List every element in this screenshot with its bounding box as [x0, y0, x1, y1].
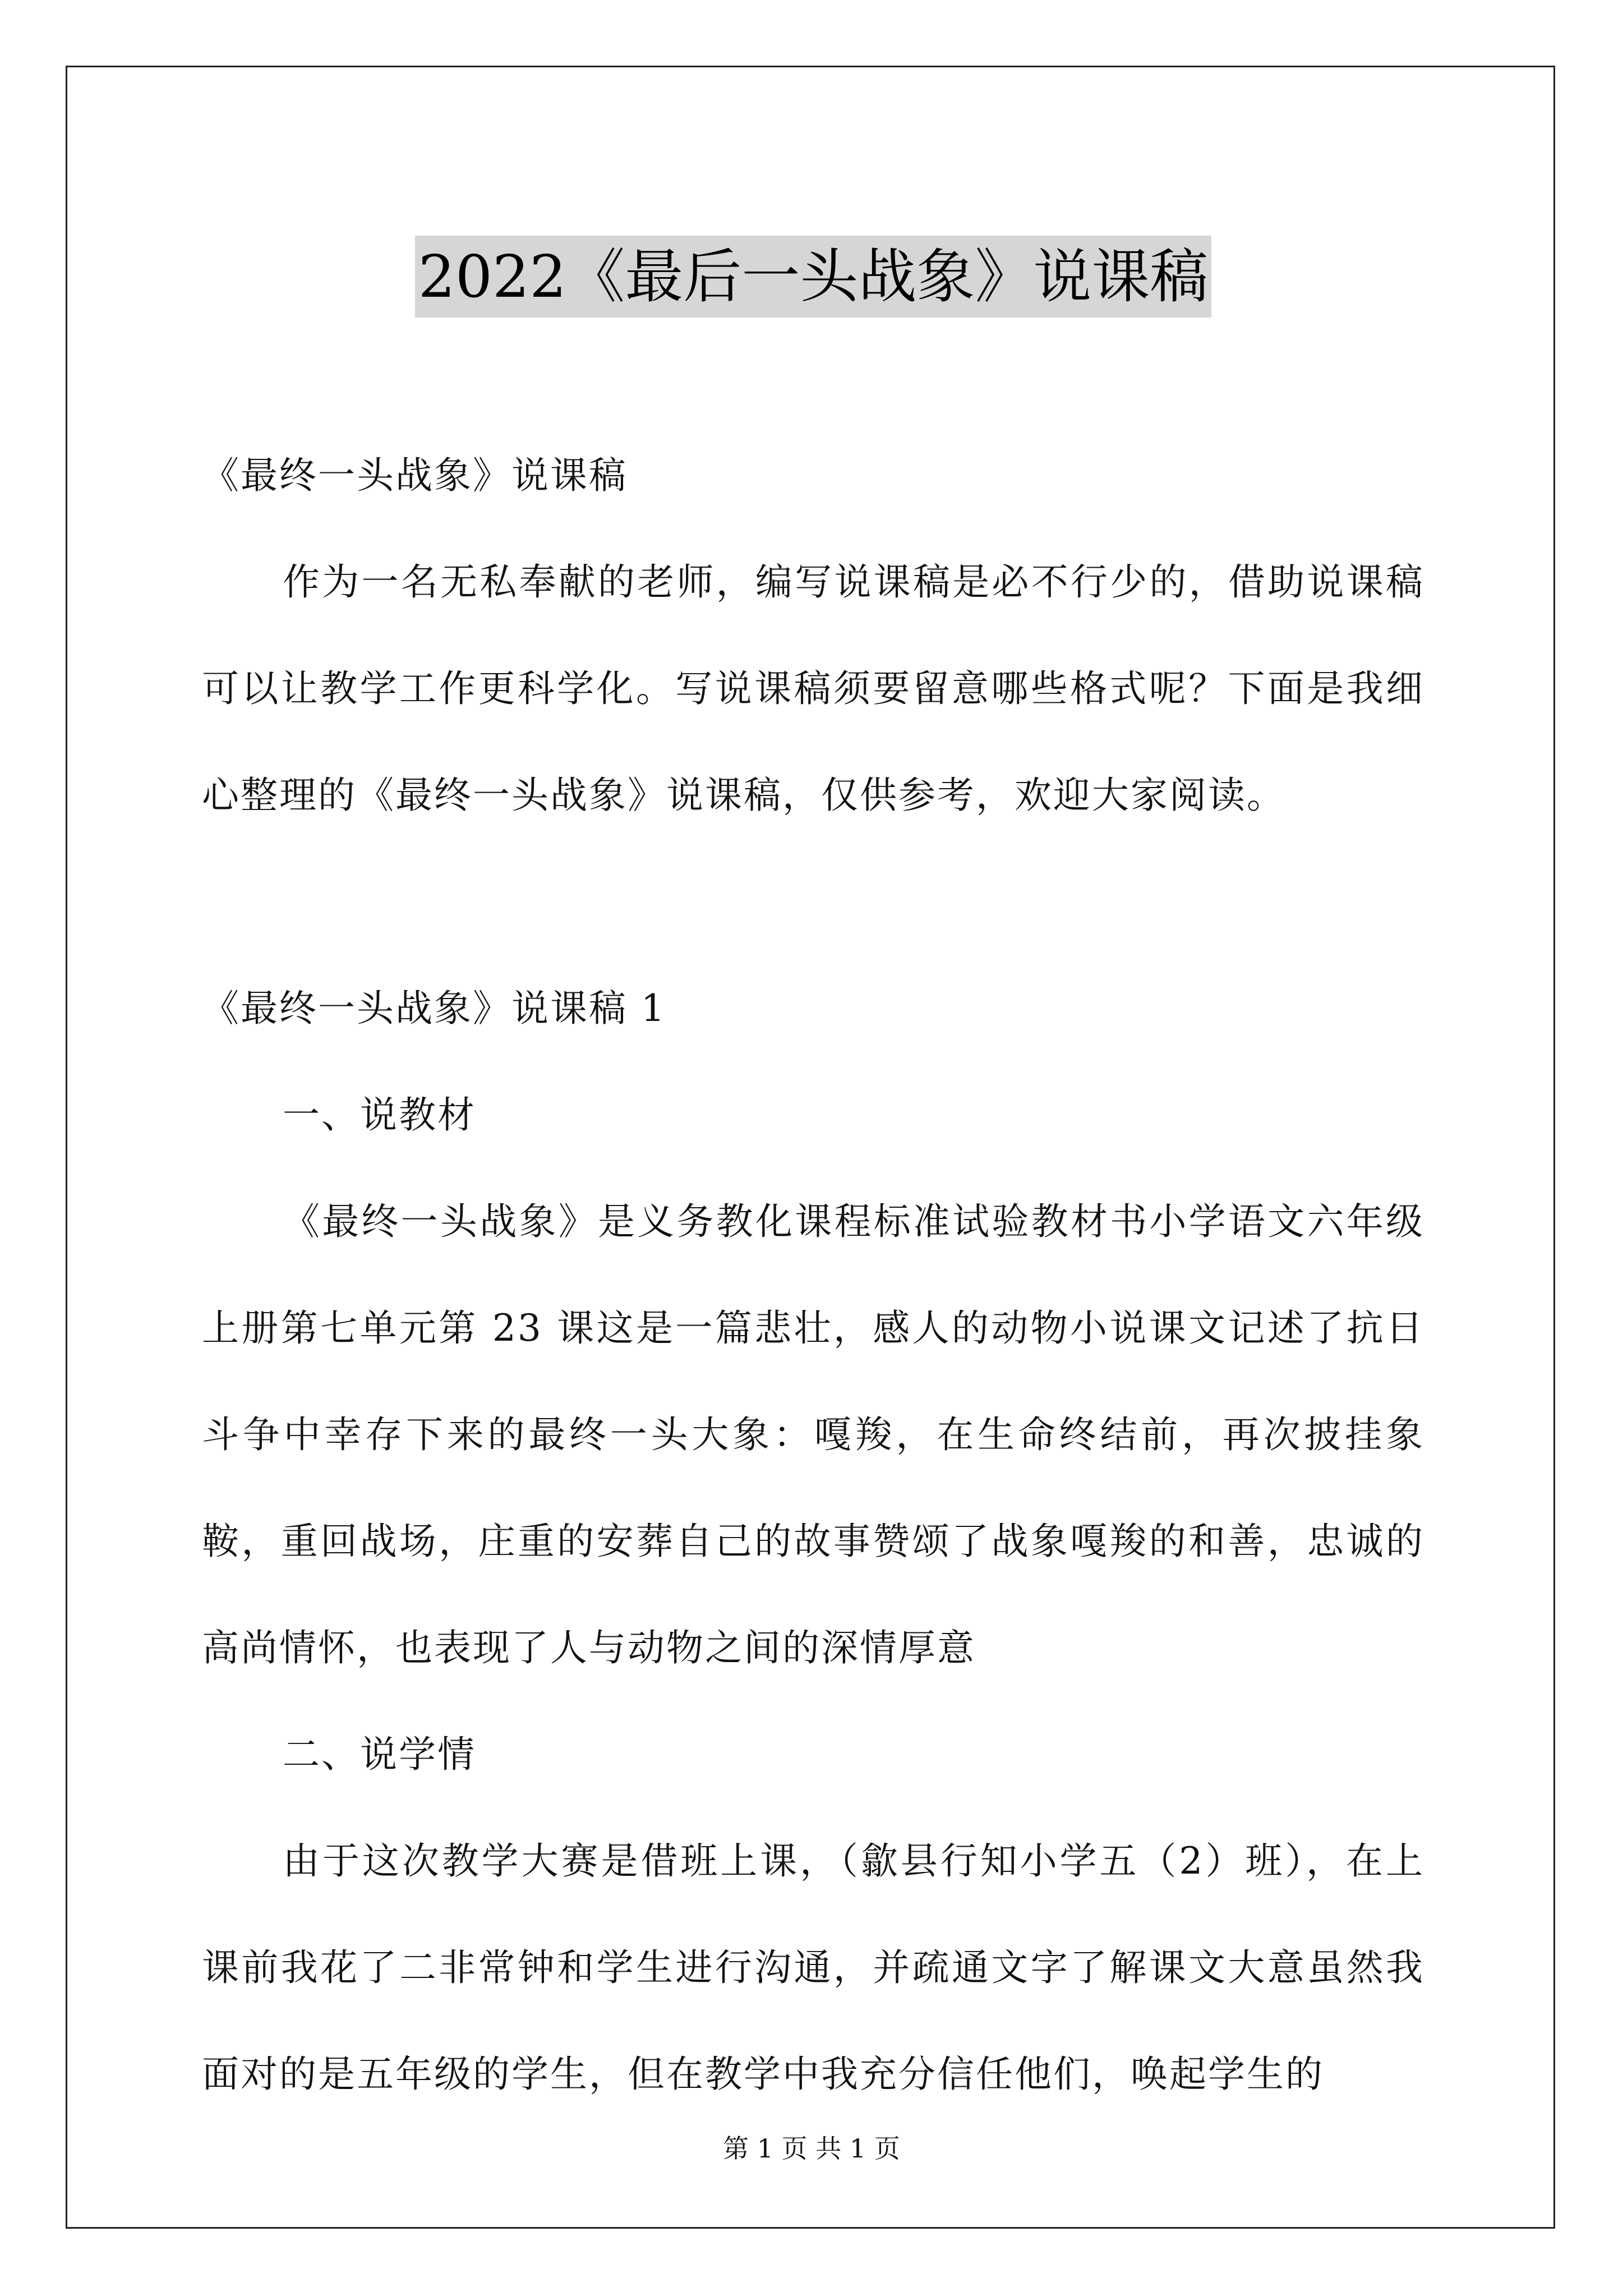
blank-line — [202, 849, 1424, 955]
part1-heading: 一、说教材 — [283, 1093, 476, 1137]
intro-paragraph: 作为一名无私奉献的老师，编写说课稿是必不行少的，借助说课稿可以让教学工作更科学化。写说课稿须要留意哪些格式呢？下面是我细心整理的《最终一头战象》说课稿，仅供参考，欢迎大家阅读。 — [202, 560, 1424, 817]
page-number-label: 第 1 页 共 1 页 — [723, 2133, 900, 2164]
document-body — [202, 196, 1424, 2128]
document-title: 2022《最后一头战象》说课稿 — [415, 236, 1212, 318]
page-footer — [0, 2132, 1623, 2165]
part1-paragraph: 《最终一头战象》是义务教化课程标准试验教材书小学语文六年级上册第七单元第 23 课这是一篇悲壮，感人的动物小说课文记述了抗日斗争中幸存下来的最终一头大象：嘎羧，在生命终结前，再次披挂象鞍，重回战场，庄重的安葬自己的故事赞颂了战象嘎羧的和善，忠诚的高尚情怀，也表现了人与动物之间的深情厚意 — [202, 1200, 1424, 1670]
part2-heading: 二、说学情 — [283, 1733, 476, 1777]
part2-paragraph: 由于这次教学大赛是借班上课，（歙县行知小学五（2）班），在上课前我花了二非常钟和学生进行沟通，并疏通文字了解课文大意虽然我面对的是五年级的学生，但在教学中我充分信任他们，唤起学生的 — [202, 1839, 1424, 2096]
document-subtitle: 《最终一头战象》说课稿 — [202, 454, 628, 498]
section-heading: 《最终一头战象》说课稿 1 — [202, 987, 666, 1030]
title-block — [202, 196, 1424, 356]
